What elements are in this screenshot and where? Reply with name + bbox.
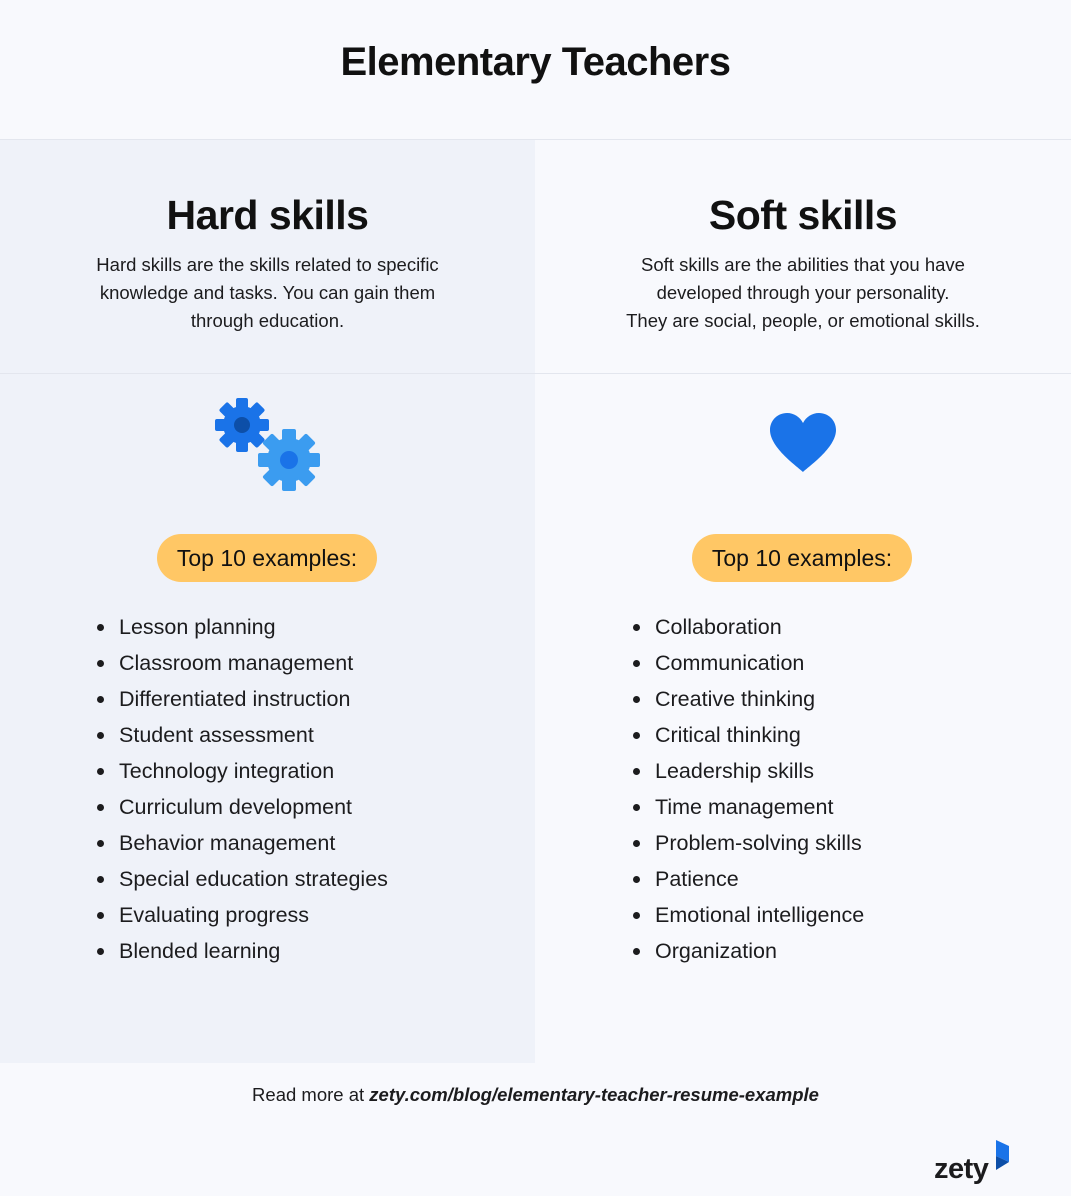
hard-skills-heading: Hard skills xyxy=(166,192,369,238)
list-item: Problem-solving skills xyxy=(632,825,864,861)
list-item: Technology integration xyxy=(96,753,388,789)
soft-skills-header xyxy=(535,140,1071,374)
heart-icon xyxy=(535,396,1071,492)
logo-text: zety xyxy=(934,1153,989,1185)
list-item: Creative thinking xyxy=(632,681,864,717)
hard-skills-list xyxy=(96,609,388,969)
soft-skills-description xyxy=(535,251,1071,335)
title-bar xyxy=(0,0,1071,140)
soft-skills-column xyxy=(535,140,1071,1063)
soft-skills-heading: Soft skills xyxy=(708,192,898,238)
soft-skills-description-line: They are social, people, or emotional skills. xyxy=(626,310,980,331)
list-item: Leadership skills xyxy=(632,753,864,789)
soft-skills-examples-badge: Top 10 examples: xyxy=(692,534,912,582)
gears-icon xyxy=(0,396,535,492)
list-item: Student assessment xyxy=(96,717,388,753)
zety-logo xyxy=(934,1140,1010,1184)
list-item: Differentiated instruction xyxy=(96,681,388,717)
footer-link[interactable]: zety.com/blog/elementary-teacher-resume-example xyxy=(369,1084,819,1105)
list-item: Behavior management xyxy=(96,825,388,861)
footer-read-more xyxy=(0,1084,1071,1106)
logo-cube-icon xyxy=(986,1140,1010,1174)
hard-skills-column xyxy=(0,140,535,1063)
list-item: Special education strategies xyxy=(96,861,388,897)
soft-skills-description-line: Soft skills are the abilities that you have xyxy=(641,254,965,275)
list-item: Collaboration xyxy=(632,609,864,645)
list-item: Lesson planning xyxy=(96,609,388,645)
list-item: Curriculum development xyxy=(96,789,388,825)
page-title: Elementary Teachers xyxy=(340,40,731,84)
footer-prefix: Read more at xyxy=(252,1084,370,1105)
list-item: Time management xyxy=(632,789,864,825)
soft-skills-list xyxy=(632,609,864,969)
list-item: Evaluating progress xyxy=(96,897,388,933)
hard-skills-header xyxy=(0,140,535,374)
list-item: Communication xyxy=(632,645,864,681)
list-item: Classroom management xyxy=(96,645,388,681)
list-item: Organization xyxy=(632,933,864,969)
list-item: Blended learning xyxy=(96,933,388,969)
soft-skills-description-line: developed through your personality. xyxy=(656,282,950,303)
hard-skills-description: Hard skills are the skills related to specific knowledge and tasks. You can gain them through education. xyxy=(96,254,439,331)
list-item: Patience xyxy=(632,861,864,897)
list-item: Emotional intelligence xyxy=(632,897,864,933)
list-item: Critical thinking xyxy=(632,717,864,753)
hard-skills-examples-badge: Top 10 examples: xyxy=(157,534,377,582)
